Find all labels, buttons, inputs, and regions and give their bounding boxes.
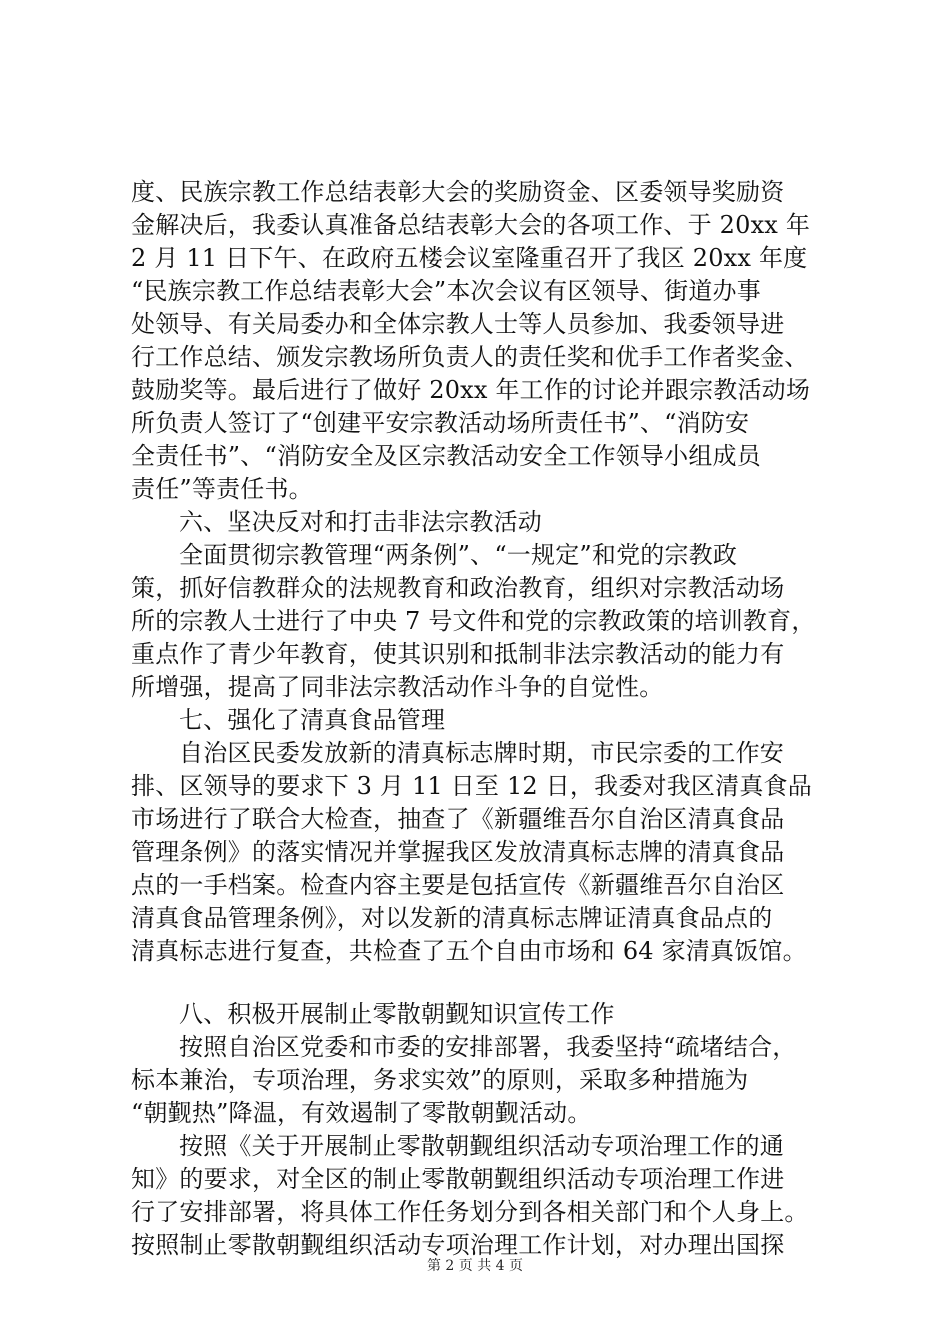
section-heading-7: 七、强化了清真食品管理 <box>179 706 446 734</box>
text-line: 策，抓好信教群众的法规教育和政治教育，组织对宗教活动场 <box>131 574 785 602</box>
text-line: 全责任书”、“消防安全及区宗教活动安全工作领导小组成员 <box>131 442 761 470</box>
text-line: 行了安排部署，将具体工作任务划分到各相关部门和个人身上。 <box>131 1198 809 1226</box>
section-heading-6: 六、坚决反对和打击非法宗教活动 <box>179 508 542 536</box>
section-heading-8: 八、积极开展制止零散朝觐知识宣传工作 <box>179 1000 615 1028</box>
paragraph-start: 按照《关于开展制止零散朝觐组织活动专项治理工作的通 <box>179 1132 784 1160</box>
text-line: 知》的要求，对全区的制止零散朝觐组织活动专项治理工作进 <box>131 1165 785 1193</box>
text-line: 2 月 11 日下午、在政府五楼会议室隆重召开了我区 20xx 年度 <box>131 244 808 272</box>
text-line: 责任”等责任书。 <box>131 475 313 503</box>
text-line: 点的一手档案。检查内容主要是包括宣传《新疆维吾尔自治区 <box>131 871 785 899</box>
paragraph-start: 自治区民委发放新的清真标志牌时期，市民宗委的工作安 <box>179 739 784 767</box>
text-line: 按照制止零散朝觐组织活动专项治理工作计划，对办理出国探 <box>131 1231 785 1259</box>
text-line: 所的宗教人士进行了中央 7 号文件和党的宗教政策的培训教育， <box>131 607 816 635</box>
text-line: 排、区领导的要求下 3 月 11 日至 12 日，我委对我区清真食品 <box>131 772 812 800</box>
text-line: 度、民族宗教工作总结表彰大会的奖励资金、区委领导奖励资 <box>131 178 785 206</box>
text-line: 金解决后，我委认真准备总结表彰大会的各项工作、于 20xx 年 <box>131 211 811 239</box>
text-line: 所负责人签订了“创建平安宗教活动场所责任书”、“消防安 <box>131 409 750 437</box>
text-line: 重点作了青少年教育，使其识别和抵制非法宗教活动的能力有 <box>131 640 785 668</box>
text-line: 处领导、有关局委办和全体宗教人士等人员参加、我委领导进 <box>131 310 785 338</box>
text-line: 所增强，提高了同非法宗教活动作斗争的自觉性。 <box>131 673 664 701</box>
text-line: 管理条例》的落实情况并掌握我区发放清真标志牌的清真食品 <box>131 838 785 866</box>
text-line: 标本兼治，专项治理，务求实效”的原则，采取多种措施为 <box>131 1066 749 1094</box>
text-line: 鼓励奖等。最后进行了做好 20xx 年工作的讨论并跟宗教活动场 <box>131 376 811 404</box>
paragraph-start: 全面贯彻宗教管理“两条例”、“一规定”和党的宗教政 <box>179 541 738 569</box>
text-line: “民族宗教工作总结表彰大会”本次会议有区领导、街道办事 <box>131 277 761 305</box>
text-line: 清真标志进行复查，共检查了五个自由市场和 64 家清真饭馆。 <box>131 937 807 965</box>
text-line: “朝觐热”降温，有效遏制了零散朝觐活动。 <box>131 1099 592 1127</box>
text-line: 市场进行了联合大检查，抽查了《新疆维吾尔自治区清真食品 <box>131 805 785 833</box>
text-line: 行工作总结、颁发宗教场所负责人的责任奖和优手工作者奖金、 <box>131 343 809 371</box>
paragraph-start: 按照自治区党委和市委的安排部署，我委坚持“疏堵结合， <box>179 1033 797 1061</box>
page-number-footer: 第 2 页 共 4 页 <box>426 1258 524 1274</box>
text-line: 清真食品管理条例》，对以发新的清真标志牌证清真食品点的 <box>131 904 773 932</box>
